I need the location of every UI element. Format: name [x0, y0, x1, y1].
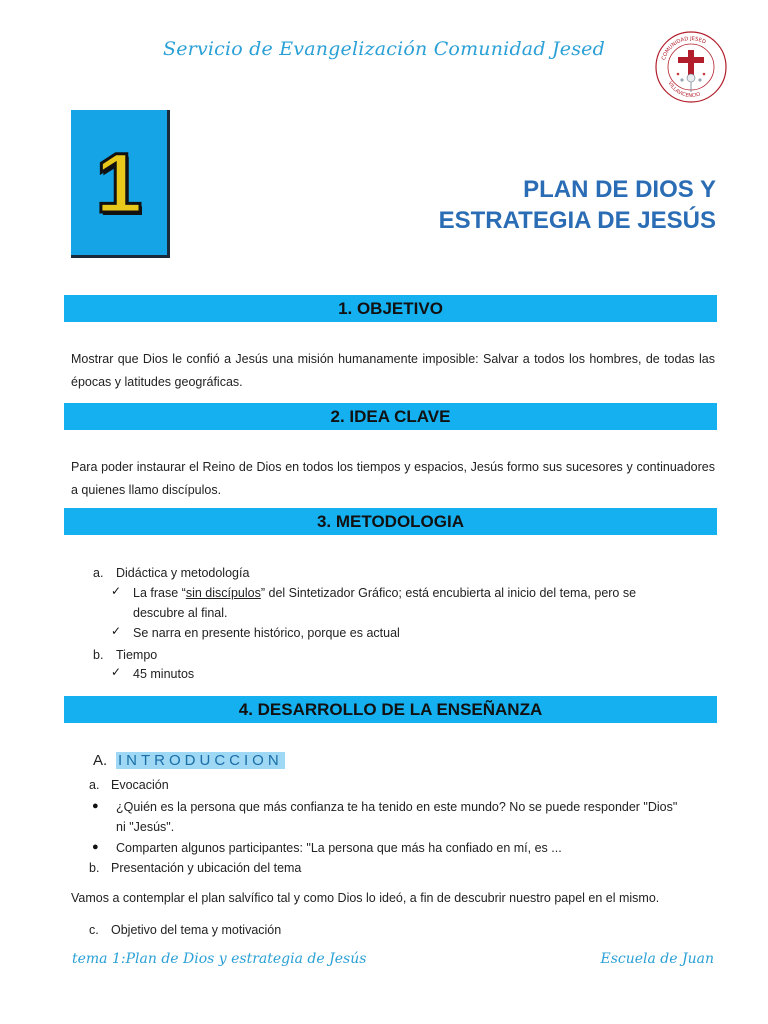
list-marker-a: a. — [93, 566, 104, 580]
main-title — [439, 174, 716, 236]
tiempo-heading: Tiempo — [116, 648, 158, 662]
list-marker-b: b. — [93, 648, 104, 662]
introduccion-heading: INTRODUCCION — [118, 752, 283, 769]
check-item-frase-cont: descubre al final. — [133, 606, 228, 620]
bullet-item-pregunta-cont: ni "Jesús". — [116, 820, 175, 834]
list-marker-a: a. — [89, 778, 100, 792]
underlined-phrase: sin discípulos — [185, 586, 261, 600]
svg-text:VILLAVICENCIO: VILLAVICENCIO — [666, 80, 702, 100]
footer-school: Escuela de Juan — [600, 951, 714, 967]
didactica-heading: Didáctica y metodología — [116, 566, 250, 580]
bullet-icon: ● — [92, 800, 99, 812]
check-item-presente: Se narra en presente histórico, porque es actual — [133, 626, 400, 640]
objetivo-text: Mostrar que Dios le confió a Jesús una misión humanamente imposible: Salvar a todos los hombres, de todas las épocas y latitudes geográficas. — [71, 352, 715, 389]
list-marker-c: c. — [89, 923, 99, 937]
community-seal-logo — [654, 30, 728, 104]
main-title-line2: ESTRATEGIA DE JESÚS — [438, 207, 716, 234]
lesson-number: 1 — [95, 135, 143, 230]
section-heading-desarrollo: 4. DESARROLLO DE LA ENSEÑANZA — [64, 696, 717, 723]
check-item-minutos: 45 minutos — [133, 667, 195, 681]
bullet-item-pregunta: ¿Quién es la persona que más confianza te ha tenido en este mundo? No se puede responder "Dios" — [116, 800, 678, 814]
svg-text:COMUNIDAD JESED: COMUNIDAD JESED — [660, 35, 707, 61]
section-heading-metodologia: 3. METODOLOGIA — [64, 508, 717, 535]
list-marker-A: A. — [93, 752, 108, 769]
footer-topic: tema 1:Plan de Dios y estrategia de Jesús — [72, 951, 367, 967]
main-title-line1: PLAN DE DIOS Y — [523, 176, 716, 203]
list-marker-b: b. — [89, 861, 100, 875]
header-title: Servicio de Evangelización Comunidad Jesed — [163, 38, 605, 60]
check-icon: ✓ — [111, 624, 122, 638]
section-heading-idea-clave: 2. IDEA CLAVE — [64, 403, 717, 430]
evocacion-heading: Evocación — [111, 778, 169, 792]
lesson-number-box — [71, 110, 170, 258]
check-item-frase: La frase “sin discípulos” del Sintetizador Gráfico; está encubierta al inicio del tema, pero se — [133, 586, 637, 600]
idea-clave-text: Para poder instaurar el Reino de Dios en todos los tiempos y espacios, Jesús formo sus sucesores y continuadores a quienes llamo discípulos. — [71, 460, 715, 497]
check-icon: ✓ — [111, 665, 122, 679]
presentacion-heading: Presentación y ubicación del tema — [111, 861, 302, 875]
bullet-icon: ● — [92, 841, 99, 853]
section-heading-objetivo: 1. OBJETIVO — [64, 295, 717, 322]
objetivo-tema-heading: Objetivo del tema y motivación — [111, 923, 282, 937]
presentacion-text: Vamos a contemplar el plan salvífico tal y como Dios lo ideó, a fin de descubrir nuestro papel en el mismo. — [71, 891, 660, 905]
check-icon: ✓ — [111, 584, 122, 598]
bullet-item-comparten: Comparten algunos participantes: "La persona que más ha confiado en mí, es ... — [116, 841, 562, 855]
